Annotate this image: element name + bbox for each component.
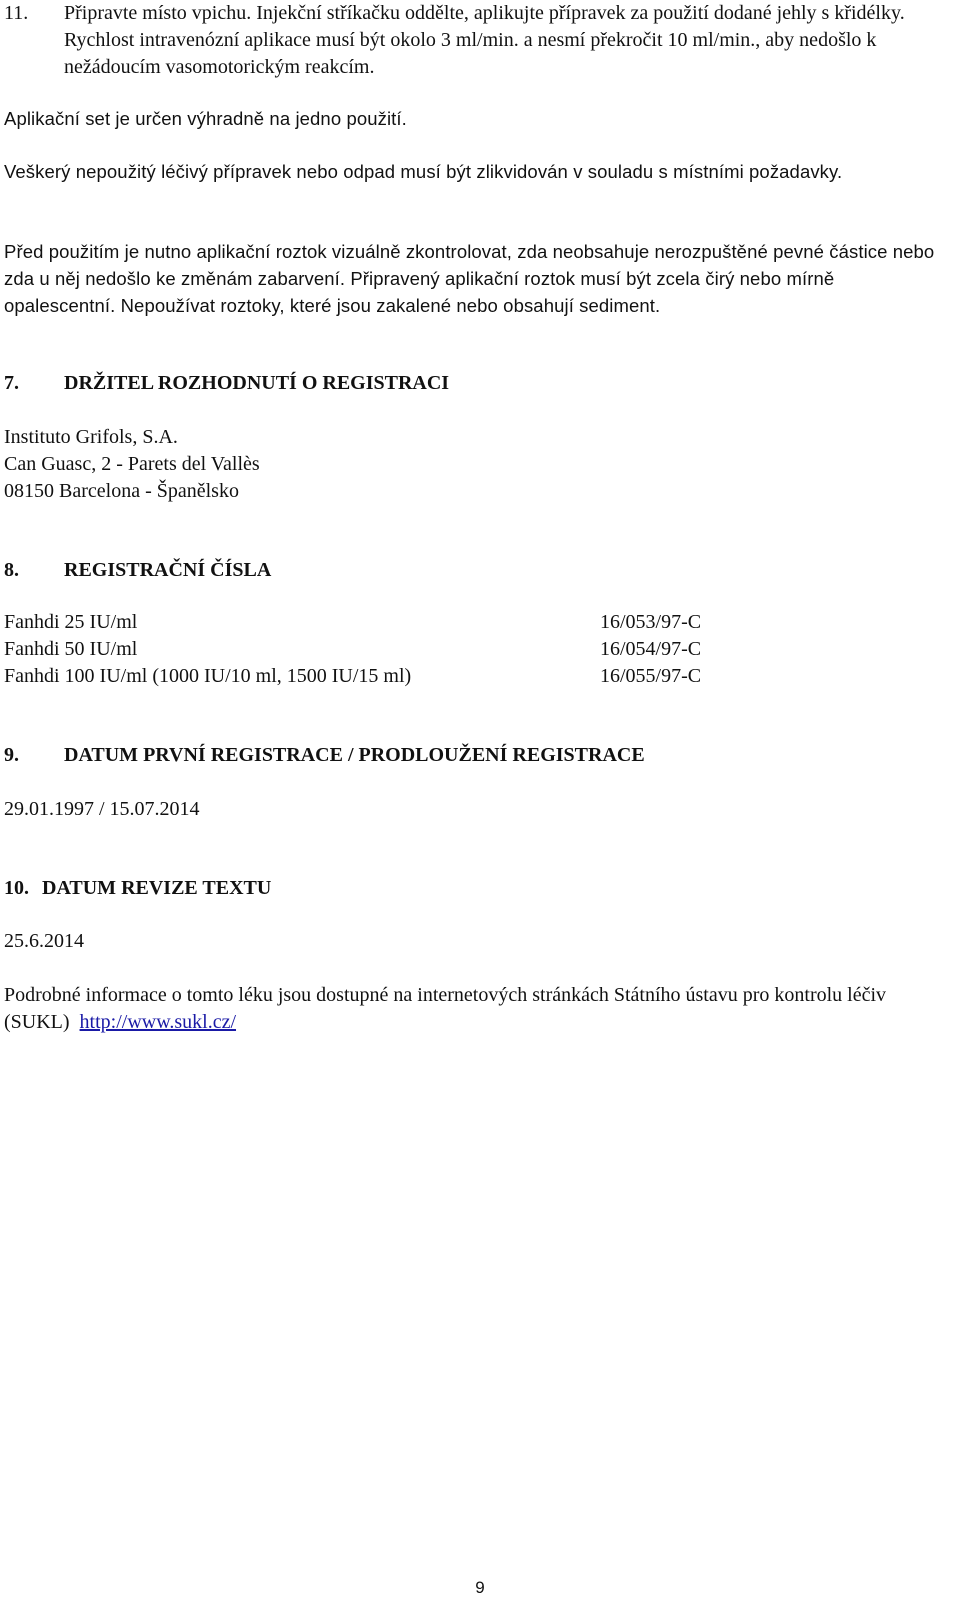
address-line: 08150 Barcelona - Španělsko: [4, 480, 239, 502]
page-number: 9: [475, 1578, 485, 1597]
table-row: [4, 609, 954, 636]
holder-address: [4, 424, 954, 505]
registration-code: 16/054/97-C: [600, 638, 702, 660]
product-name: Fanhdi 50 IU/ml: [4, 638, 138, 660]
registration-table: [4, 609, 954, 690]
section-number: 8.: [4, 559, 19, 581]
registration-dates: 29.01.1997 / 15.07.2014: [4, 798, 200, 820]
section-8-heading: [4, 557, 271, 584]
step-number: 11.: [4, 2, 29, 24]
step-11: [4, 0, 954, 81]
address-line: Can Guasc, 2 - Parets del Vallès: [4, 453, 260, 475]
address-line: Instituto Grifols, S.A.: [4, 426, 178, 448]
sukl-link[interactable]: http://www.sukl.cz/: [79, 1011, 237, 1033]
section-7-heading: [4, 370, 449, 397]
table-row: [4, 663, 954, 690]
registration-code: 16/055/97-C: [600, 665, 702, 687]
section-9-heading: [4, 742, 645, 769]
step-text: Připravte místo vpichu. Injekční stříkačku oddělte, aplikujte přípravek za použití dodané jehly s křidélky. Rychlost intravenózní aplikace musí být okolo 3 ml/min. a nesmí překročit 10 ml/min., aby nedošlo k nežádoucím vasomotorickým reakcím.: [64, 2, 905, 78]
product-name: Fanhdi 100 IU/ml (1000 IU/10 ml, 1500 IU/15 ml): [4, 665, 412, 687]
section-number: 9.: [4, 744, 19, 766]
section-title: DATUM REVIZE TEXTU: [42, 877, 272, 899]
section-title: DATUM PRVNÍ REGISTRACE / PRODLOUŽENÍ REGISTRACE: [64, 744, 645, 766]
section-title: REGISTRAČNÍ ČÍSLA: [64, 559, 272, 581]
revision-date: 25.6.2014: [4, 930, 84, 952]
section-number: 7.: [4, 372, 19, 394]
section-10-heading: [4, 875, 271, 902]
inspection-paragraph: Před použitím je nutno aplikační roztok vizuálně zkontrolovat, zda neobsahuje nerozpuštěné pevné částice nebo zda u něj nedošlo ke změnám zabarvení. Připravený aplikační roztok musí být zcela čirý nebo mírně opalescentní. Nepoužívat roztoky, které jsou zakalené nebo obsahují sediment.: [4, 241, 935, 316]
section-title: DRŽITEL ROZHODNUTÍ O REGISTRACI: [64, 372, 450, 394]
more-info-text: Podrobné informace o tomto léku jsou dostupné na internetových stránkách Státního ústavu pro kontrolu léčiv (SUKL): [4, 984, 887, 1033]
disposal-paragraph: Veškerý nepoužitý léčivý přípravek nebo odpad musí být zlikvidován v souladu s místními požadavky.: [4, 161, 843, 182]
product-name: Fanhdi 25 IU/ml: [4, 611, 138, 633]
section-number: 10.: [4, 877, 29, 899]
registration-code: 16/053/97-C: [600, 611, 702, 633]
table-row: [4, 636, 954, 663]
more-info-paragraph: [4, 982, 904, 1036]
single-use-paragraph: Aplikační set je určen výhradně na jedno použití.: [4, 108, 407, 129]
